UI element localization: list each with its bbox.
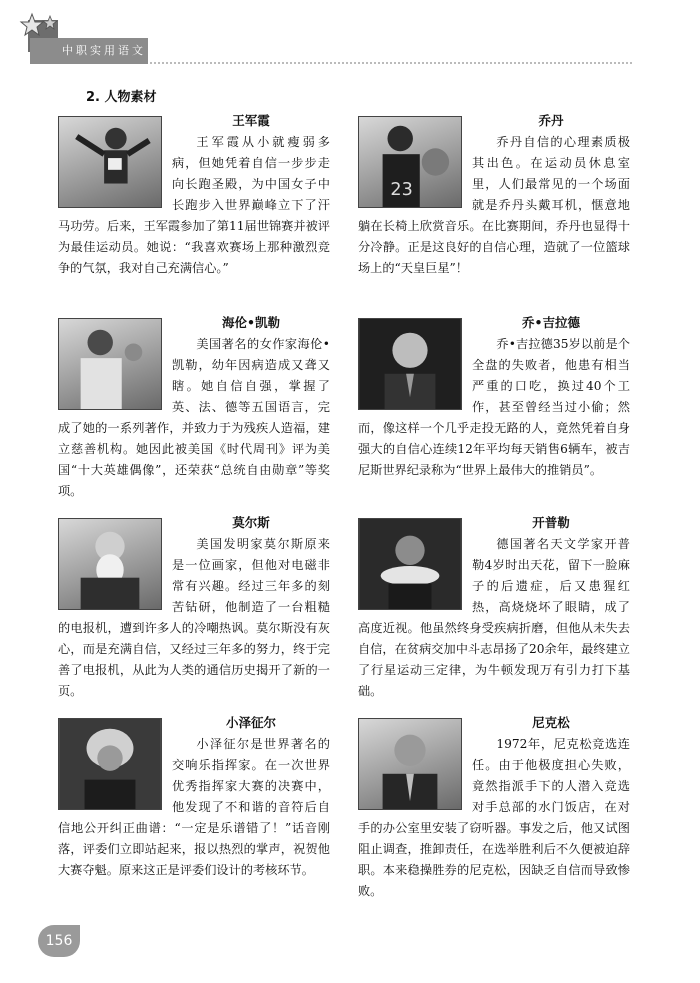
header-book-title: 中职实用语文 <box>30 38 148 64</box>
helen-keller-photo <box>58 318 162 410</box>
person-description: 小泽征尔是世界著名的交响乐指挥家。在一次世界优秀指挥家大赛的决赛中，他发现了不和谐的音符后自信地公开纠正曲谱：“一定是乐谱错了！”话音刚落，评委们立即站起来，报以热烈的掌声，祝贺他大赛夺魁。原来这正是评委们设计的考核环节。 <box>58 737 330 877</box>
person-entry-kepler <box>358 514 630 702</box>
person-name: 海伦•凯勒 <box>222 315 280 330</box>
basketball-player-photo <box>358 116 462 208</box>
person-entry-seiji-ozawa <box>58 714 330 881</box>
header-divider <box>150 62 632 64</box>
person-description: 美国著名的女作家海伦•凯勒，幼年因病造成又聋又瞎。她自信自强，掌握了英、法、德等五国语言，完成了她的一系列著作，并致力于为残疾人造福，建立慈善机构。她因此被美国《时代周刊》评为美国“十大英雄偶像”，还荣获“总统自由勋章”等奖项。 <box>58 337 330 498</box>
joe-girard-photo <box>358 318 462 410</box>
morse-photo <box>58 518 162 610</box>
person-name: 小泽征尔 <box>225 715 276 730</box>
runner-photo <box>58 116 162 208</box>
person-entry-wang-junxia <box>58 112 330 279</box>
nixon-photo <box>358 718 462 810</box>
person-name: 王军霞 <box>232 113 270 128</box>
person-entry-morse <box>58 514 330 702</box>
person-entry-jordan <box>358 112 630 279</box>
person-description: 王军霞从小就瘦弱多病，但她凭着自信一步步走向长跑圣殿，为中国女子中长跑步入世界巅峰立下了汗马功劳。后来，王军霞参加了第11届世锦赛并被评为最佳运动员。她说：“我喜欢赛场上那种激烈竞争的气氛，我对自己充满信心。” <box>58 135 330 275</box>
person-entry-nixon <box>358 714 630 902</box>
person-name: 乔•吉拉德 <box>522 315 580 330</box>
person-name: 开普勒 <box>532 515 570 530</box>
person-name: 乔丹 <box>538 113 564 128</box>
person-name: 莫尔斯 <box>232 515 270 530</box>
page-number: 156 <box>38 925 80 957</box>
person-description: 1972年，尼克松竞选连任。由于他极度担心失败，竟然指派手下的人潜入竞选对手总部的水门饭店，在对手的办公室里安装了窃听器。事发之后，他又试图阻止调查，推卸责任，在选举胜利后不久便被迫辞职。本来稳操胜券的尼克松，因缺乏自信而导致惨败。 <box>358 737 630 898</box>
section-title: 2. 人物素材 <box>86 90 157 105</box>
person-description: 乔•吉拉德35岁以前是个全盘的失败者，他患有相当严重的口吃，换过40个工作，甚至曾经当过小偷；然而，像这样一个几乎走投无路的人，竟然凭着自身强大的自信心连续12年平均每天销售6辆车，被吉尼斯世界纪录称为“世界上最伟大的推销员”。 <box>358 337 630 477</box>
kepler-portrait <box>358 518 462 610</box>
person-entry-helen-keller <box>58 314 330 502</box>
person-entry-joe-girard <box>358 314 630 481</box>
person-description: 美国发明家莫尔斯原来是一位画家，但他对电磁非常有兴趣。经过三年多的刻苦钻研，他制造了一台粗糙的电报机，遭到许多人的冷嘲热讽。莫尔斯没有灰心，而是充满自信，又经过三年多的努力，终于完善了电报机，从此为人类的通信历史揭开了新的一页。 <box>58 537 330 698</box>
person-description: 德国著名天文学家开普勒4岁时出天花，留下一脸麻子的后遗症，后又患猩红热，高烧烧坏了眼睛，成了高度近视。他虽然终身受疾病折磨，但他从未失去自信，在贫病交加中斗志昂扬了20余年，最终建立了行星运动三定律，为牛顿发现万有引力打下基础。 <box>358 537 630 698</box>
person-description: 乔丹自信的心理素质极其出色。在运动员休息室里，人们最常见的一个场面就是乔丹头戴耳机，惬意地躺在长椅上欣赏音乐。在比赛期间，乔丹也显得十分冷静。正是这良好的自信心理，造就了一位篮球场上的“天皇巨星”！ <box>358 135 630 275</box>
ozawa-photo <box>58 718 162 810</box>
person-name: 尼克松 <box>532 715 570 730</box>
svg-text:23: 23 <box>390 180 413 201</box>
